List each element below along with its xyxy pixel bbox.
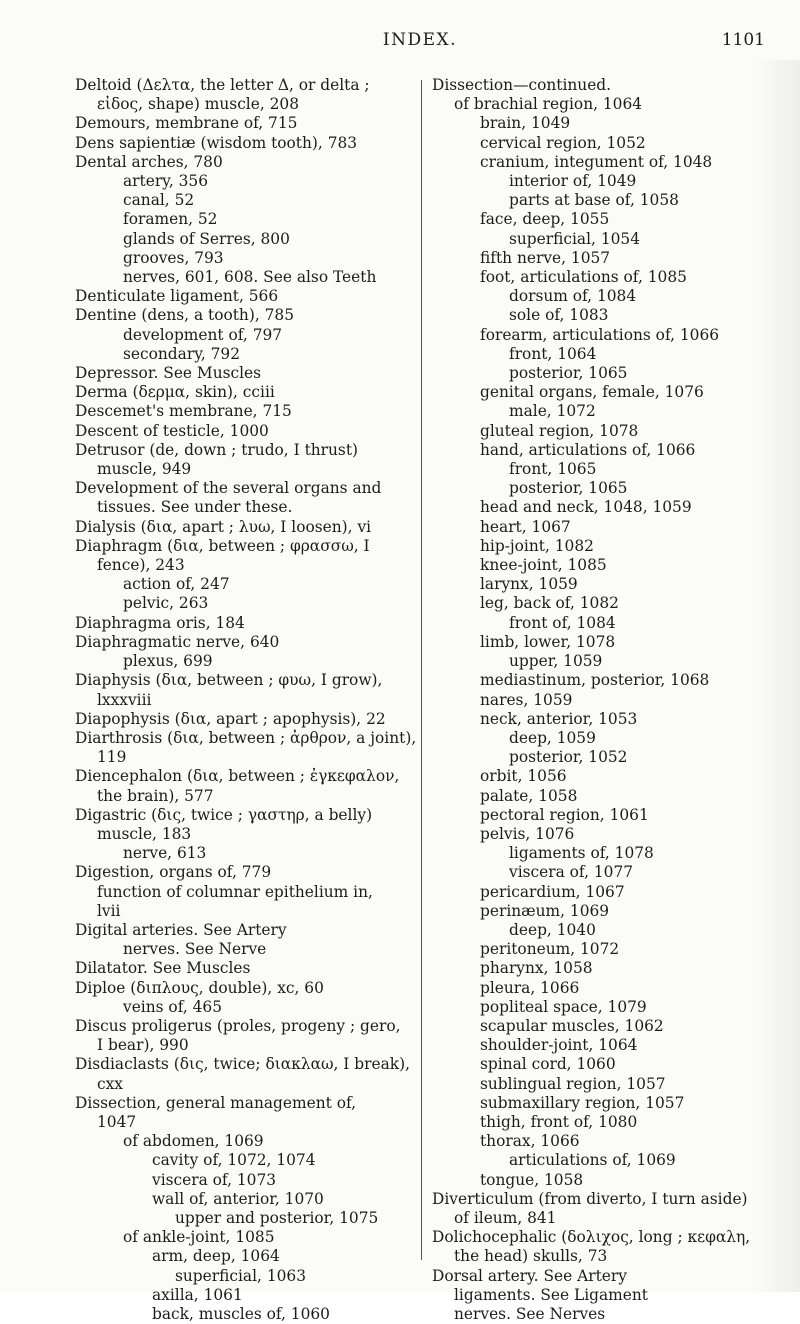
index-subentry: cavity of, 1072, 1074 [152,1151,316,1170]
index-subentry: superficial, 1063 [175,1266,306,1285]
index-entry: Diarthrosis (δια, between ; ἀρθρον, a joint), [75,728,417,747]
index-subentry: foot, articulations of, 1085 [480,268,687,287]
index-subentry: hand, articulations of, 1066 [480,440,696,459]
index-subentry: I bear), 990 [97,1036,189,1055]
index-subentry: fifth nerve, 1057 [480,248,611,267]
index-subentry: the head) skulls, 73 [454,1247,608,1266]
index-subentry: development of, 797 [123,325,283,344]
index-subentry: of brachial region, 1064 [454,95,643,114]
index-subentry: gluteal region, 1078 [480,421,639,440]
index-subentry: thigh, front of, 1080 [480,1112,638,1131]
index-entry: Diaphysis (δια, between ; φυω, I grow), [75,671,383,690]
index-subentry: thorax, 1066 [480,1132,580,1151]
index-subentry: lvii [97,901,121,920]
index-subentry: the brain), 577 [97,786,214,805]
index-subentry: nerves. See Nerve [123,940,267,959]
index-entry: Diaphragm (δια, between ; φρασσω, I [75,536,370,555]
index-entry: Detrusor (de, down ; trudo, I thrust) [75,440,359,459]
index-subentry: grooves, 793 [123,248,224,267]
index-entry: Dorsal artery. See Artery [432,1266,627,1285]
index-subentry: superficial, 1054 [509,229,640,248]
page-header [75,30,765,54]
index-entry: Diploe (διπλους, double), xc, 60 [75,978,324,997]
index-entry: Digital arteries. See Artery [75,920,287,939]
index-entry: Dilatator. See Muscles [75,959,251,978]
index-subentry: head and neck, 1048, 1059 [480,498,692,517]
index-entry: Demours, membrane of, 715 [75,114,298,133]
index-subentry: sublingual region, 1057 [480,1074,666,1093]
index-subentry: spinal cord, 1060 [480,1055,616,1074]
index-subentry: εἰδος, shape) muscle, 208 [97,95,300,114]
index-subentry: nerve, 613 [123,844,207,863]
index-subentry: larynx, 1059 [480,575,578,594]
index-entry: Diapophysis (δια, apart ; apophysis), 22 [75,709,386,728]
index-entry: Deltoid (Δελτα, the letter Δ, or delta ; [75,76,370,94]
index-subentry: submaxillary region, 1057 [480,1093,685,1112]
index-subentry: pectoral region, 1061 [480,805,649,824]
index-subentry: popliteal space, 1079 [480,997,647,1016]
index-subentry: pharynx, 1058 [480,959,593,978]
index-subentry: plexus, 699 [123,652,213,671]
index-subentry: heart, 1067 [480,517,571,536]
index-subentry: 1047 [97,1112,137,1131]
index-entry: Dolichocephalic (δολιχος, long ; κεφαλη, [432,1228,751,1247]
index-entry: Dissection, general management of, [75,1093,356,1112]
index-subentry: genital organs, female, 1076 [480,383,704,402]
index-entry: Depressor. See Muscles [75,364,262,383]
index-subentry: veins of, 465 [123,997,223,1016]
index-subentry: front, 1065 [509,460,597,479]
index-entry: Digastric (δις, twice ; γαστηρ, a belly) [75,805,373,824]
index-subentry: fence), 243 [97,556,185,575]
index-entry: Dental arches, 780 [75,152,223,171]
index-subentry: back, muscles of, 1060 [152,1305,330,1323]
index-subentry: shoulder-joint, 1064 [480,1036,638,1055]
index-subentry: canal, 52 [123,191,195,210]
index-subentry: face, deep, 1055 [480,210,610,229]
index-subentry: artery, 356 [123,172,208,191]
running-title: INDEX. [382,30,458,50]
index-subentry: nares, 1059 [480,690,573,709]
index-entry: Development of the several organs and [75,479,382,498]
index-subentry: cxx [97,1074,123,1093]
index-subentry: nerves, 601, 608. See also Teeth [123,268,377,287]
index-subentry: parts at base of, 1058 [509,191,679,210]
index-subentry: perinæum, 1069 [480,901,610,920]
index-subentry: viscera of, 1073 [152,1170,277,1189]
index-subentry: orbit, 1056 [480,767,567,786]
index-subentry: front of, 1084 [509,613,616,632]
index-entry: Diaphragma oris, 184 [75,613,245,632]
index-subentry: muscle, 183 [97,824,192,843]
index-subentry: nerves. See Nerves [454,1305,606,1323]
index-entry: Descent of testicle, 1000 [75,421,269,440]
index-entry: Digestion, organs of, 779 [75,863,272,882]
index-entry: Dialysis (δια, apart ; λυω, I loosen), vi [75,517,372,536]
index-subentry: arm, deep, 1064 [152,1247,280,1266]
index-subentry: posterior, 1065 [509,364,628,383]
index-subentry: upper and posterior, 1075 [175,1208,379,1227]
right-index-column [432,76,772,1324]
index-subentry: upper, 1059 [509,652,603,671]
index-subentry: limb, lower, 1078 [480,632,616,651]
index-subentry: tongue, 1058 [480,1170,584,1189]
index-entry: Diaphragmatic nerve, 640 [75,632,280,651]
index-subentry: male, 1072 [509,402,596,421]
index-subentry: pericardium, 1067 [480,882,625,901]
index-subentry: leg, back of, 1082 [480,594,619,613]
index-subentry: deep, 1040 [509,920,596,939]
index-subentry: articulations of, 1069 [509,1151,676,1170]
index-subentry: of ileum, 841 [454,1208,557,1227]
index-subentry: function of columnar epithelium in, [97,882,373,901]
index-subentry: action of, 247 [123,575,230,594]
index-subentry: knee-joint, 1085 [480,556,607,575]
index-entry: Diencephalon (δια, between ; ἐγκεφαλον, [75,767,400,786]
index-subentry: axilla, 1061 [152,1285,243,1304]
index-subentry: mediastinum, posterior, 1068 [480,671,710,690]
index-subentry: posterior, 1065 [509,479,628,498]
index-subentry: scapular muscles, 1062 [480,1016,664,1035]
index-subentry: secondary, 792 [123,344,240,363]
index-entry: Dentine (dens, a tooth), 785 [75,306,294,325]
index-subentry: interior of, 1049 [509,172,637,191]
index-subentry: front, 1064 [509,344,597,363]
index-subentry: 119 [97,748,127,767]
index-subentry: neck, anterior, 1053 [480,709,638,728]
index-subentry: deep, 1059 [509,728,596,747]
index-entry: Derma (δερμα, skin), cciii [75,383,275,402]
index-subentry: pelvic, 263 [123,594,209,613]
index-subentry: pleura, 1066 [480,978,580,997]
page-number: 1101 [721,30,765,50]
index-subentry: brain, 1049 [480,114,571,133]
index-entry: Descemet's membrane, 715 [75,402,292,421]
index-subentry: muscle, 949 [97,460,192,479]
index-subentry: tissues. See under these. [97,498,293,517]
index-subentry: ligaments. See Ligament [454,1285,648,1304]
index-entry: Discus proligerus (proles, progeny ; gero, [75,1016,401,1035]
index-entry: Disdiaclasts (δις, twice; διακλαω, I break), [75,1055,410,1074]
index-subentry: glands of Serres, 800 [123,229,290,248]
index-subentry: sole of, 1083 [509,306,609,325]
index-subentry: foramen, 52 [123,210,218,229]
index-entry: Dissection—continued. [432,76,612,94]
index-subentry: palate, 1058 [480,786,578,805]
index-subentry: pelvis, 1076 [480,824,575,843]
index-entry: Denticulate ligament, 566 [75,287,279,306]
index-subentry: cranium, integument of, 1048 [480,152,713,171]
index-subentry: wall of, anterior, 1070 [152,1189,324,1208]
index-subentry: forearm, articulations of, 1066 [480,325,720,344]
index-subentry: of ankle-joint, 1085 [123,1228,275,1247]
index-subentry: posterior, 1052 [509,748,628,767]
index-subentry: of abdomen, 1069 [123,1132,264,1151]
index-subentry: viscera of, 1077 [509,863,634,882]
index-subentry: ligaments of, 1078 [509,844,654,863]
index-subentry: dorsum of, 1084 [509,287,637,306]
index-entry: Diverticulum (from diverto, I turn aside) [432,1189,748,1208]
index-subentry: peritoneum, 1072 [480,940,620,959]
index-entry: Dens sapientiæ (wisdom tooth), 783 [75,133,358,152]
index-subentry: cervical region, 1052 [480,133,646,152]
column-divider [421,80,422,1260]
left-index-column [75,76,415,1324]
index-subentry: hip-joint, 1082 [480,536,594,555]
index-subentry: lxxxviii [97,690,152,709]
